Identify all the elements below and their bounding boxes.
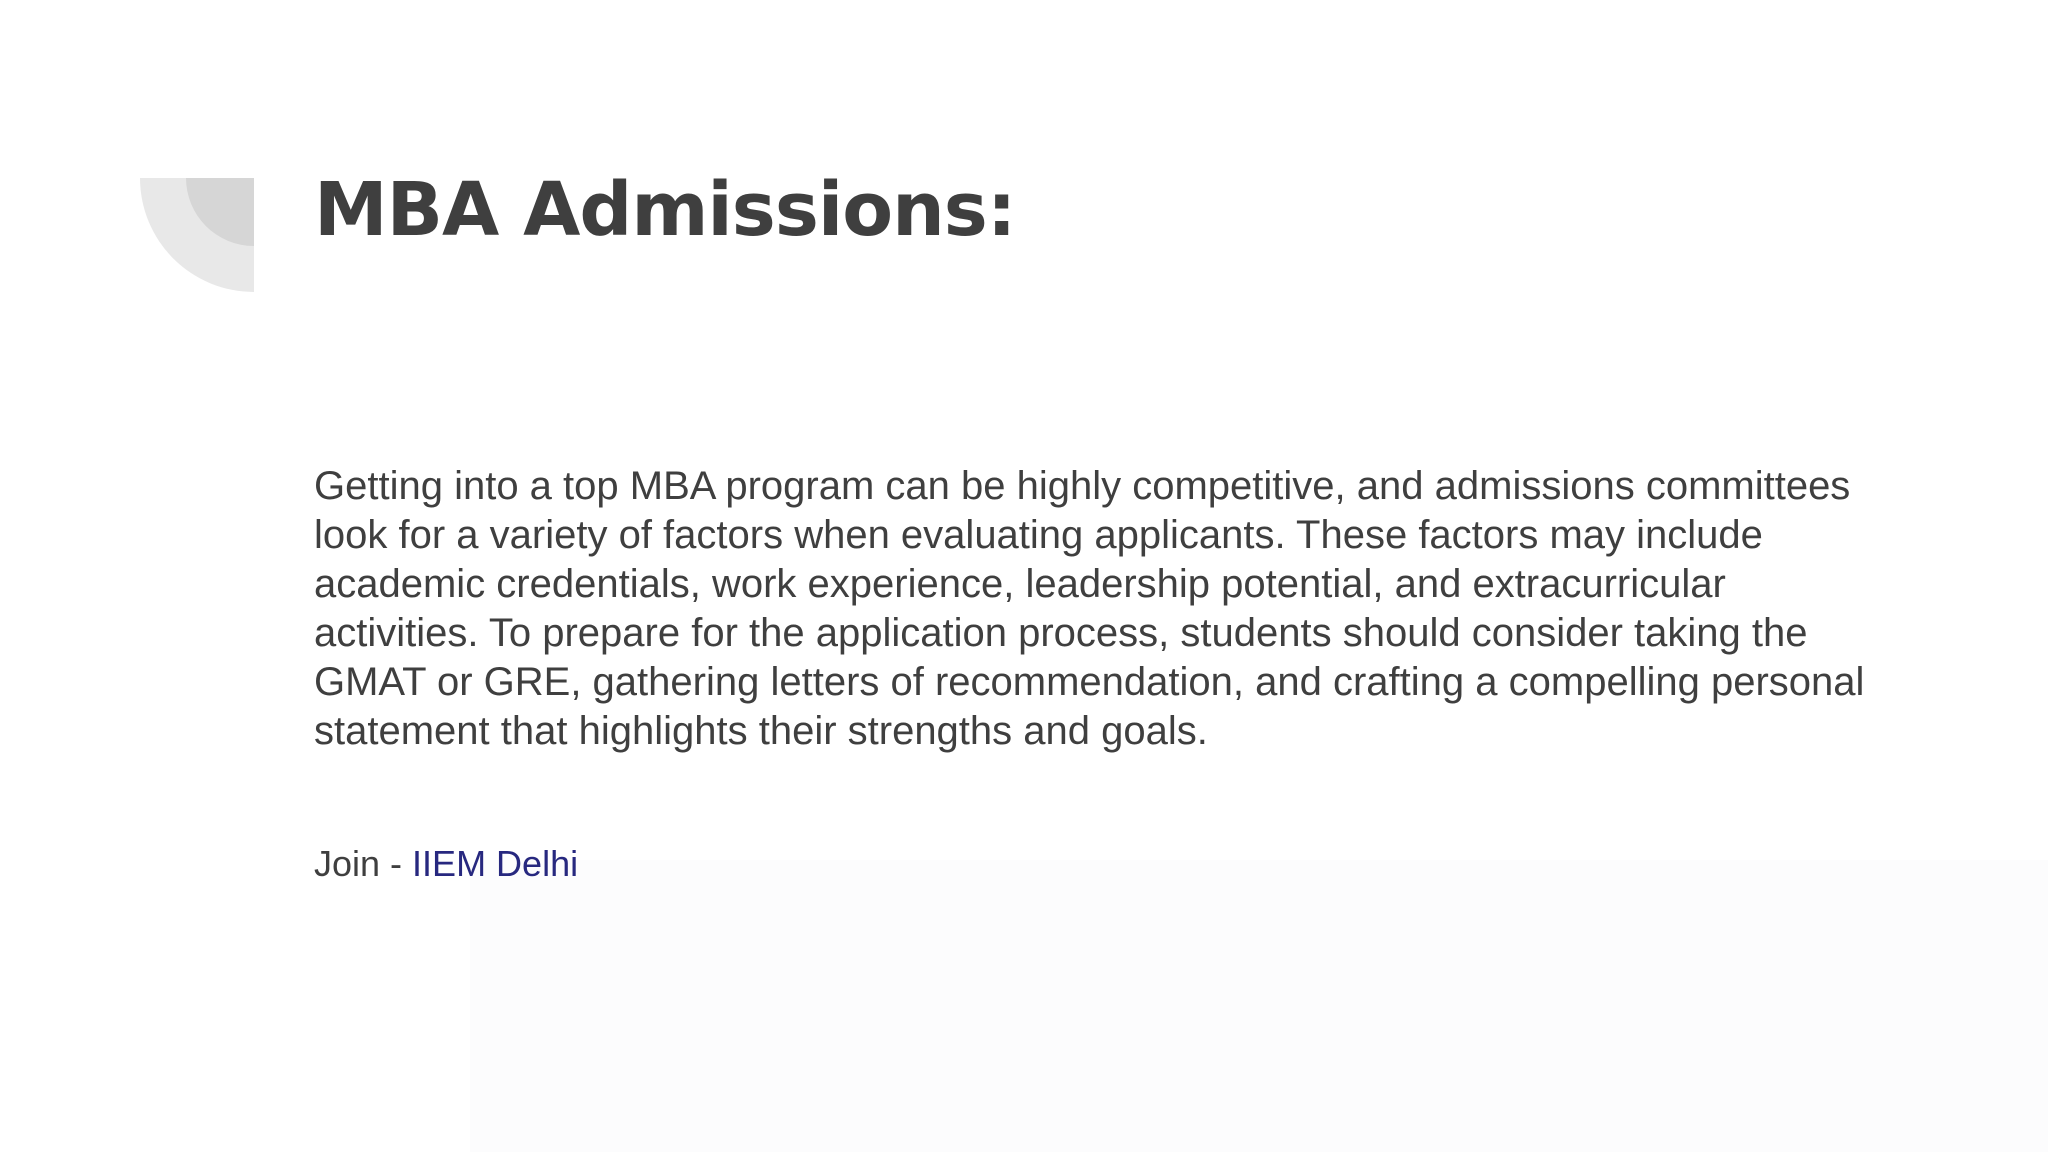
quarter-circle-decoration — [140, 178, 254, 292]
join-prefix: Join - — [314, 843, 413, 884]
join-line — [314, 840, 578, 888]
background-tint — [470, 860, 2048, 1152]
iiem-delhi-link[interactable]: IIEM Delhi — [412, 843, 579, 884]
slide-title: MBA Admissions: — [314, 167, 1016, 253]
body-paragraph: Getting into a top MBA program can be highly competitive, and admissions committees look for a variety of factors when evaluating applicants. These factors may include academic credentials, work experience, leadership potential, and extracurricular activities. To prepare for the application process, students should consider taking the GMAT or GRE, gathering letters of recommendation, and crafting a compelling personal statement that highlights their strengths and goals. — [314, 464, 1865, 753]
